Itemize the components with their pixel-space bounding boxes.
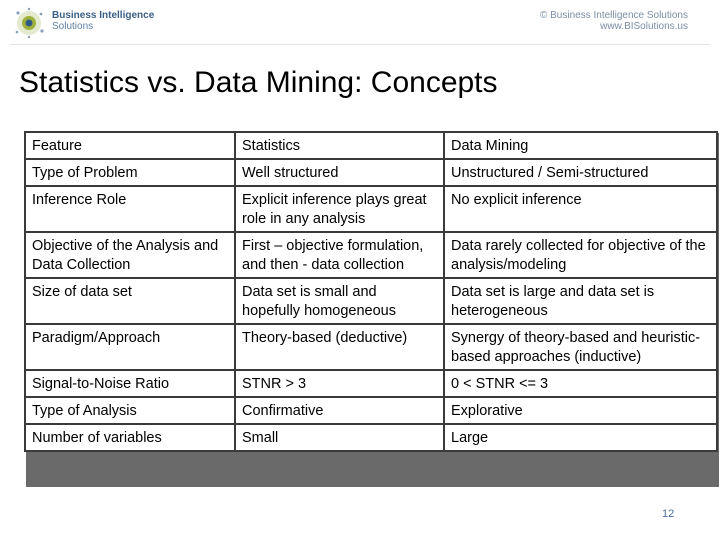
- statistics-cell: Data set is small and hopefully homogeneous: [235, 278, 444, 324]
- table-row: [25, 324, 717, 370]
- statistics-cell: Explicit inference plays great role in any analysis: [235, 186, 444, 232]
- data-mining-cell: No explicit inference: [444, 186, 717, 232]
- copyright-notice: [540, 10, 688, 32]
- table-row: [25, 370, 717, 397]
- statistics-cell: Well structured: [235, 159, 444, 186]
- header-cell-statistics: Statistics: [235, 132, 444, 159]
- comparison-table: [24, 131, 718, 452]
- website-line: www.BISolutions.us: [600, 21, 688, 32]
- data-mining-cell: 0 < STNR <= 3: [444, 370, 717, 397]
- table-row: [25, 159, 717, 186]
- data-mining-cell: Large: [444, 424, 717, 451]
- feature-cell: Signal-to-Noise Ratio: [25, 370, 235, 397]
- feature-cell: Number of variables: [25, 424, 235, 451]
- header-divider: [10, 44, 710, 45]
- data-mining-cell: Data rarely collected for objective of the analysis/modeling: [444, 232, 717, 278]
- statistics-cell: Theory-based (deductive): [235, 324, 444, 370]
- statistics-cell: STNR > 3: [235, 370, 444, 397]
- statistics-cell: Confirmative: [235, 397, 444, 424]
- table-row: [25, 232, 717, 278]
- feature-cell: Type of Analysis: [25, 397, 235, 424]
- table-row: [25, 424, 717, 451]
- data-mining-cell: Synergy of theory-based and heuristic-based approaches (inductive): [444, 324, 717, 370]
- table-row: [25, 278, 717, 324]
- copyright-line: © Business Intelligence Solutions: [539, 10, 688, 21]
- feature-cell: Type of Problem: [25, 159, 235, 186]
- logo-name: Business Intelligence: [52, 10, 155, 21]
- table-header-row: [25, 132, 717, 159]
- slide-title: Statistics vs. Data Mining: Concepts: [19, 66, 498, 99]
- company-logo: [12, 6, 155, 40]
- statistics-cell: First – objective formulation, and then - data collection: [235, 232, 444, 278]
- statistics-cell: Small: [235, 424, 444, 451]
- data-mining-cell: Unstructured / Semi-structured: [444, 159, 717, 186]
- page-number: 12: [662, 508, 675, 520]
- feature-cell: Size of data set: [25, 278, 235, 324]
- feature-cell: Inference Role: [25, 186, 235, 232]
- feature-cell: Objective of the Analysis and Data Collection: [25, 232, 235, 278]
- table-row: [25, 397, 717, 424]
- logo-globe-icon: [12, 6, 48, 40]
- table-row: [25, 186, 717, 232]
- logo-subtitle: Solutions: [52, 21, 94, 32]
- data-mining-cell: Data set is large and data set is heterogeneous: [444, 278, 717, 324]
- header-cell-feature: Feature: [25, 132, 235, 159]
- header-cell-data-mining: Data Mining: [444, 132, 717, 159]
- data-mining-cell: Explorative: [444, 397, 717, 424]
- feature-cell: Paradigm/Approach: [25, 324, 235, 370]
